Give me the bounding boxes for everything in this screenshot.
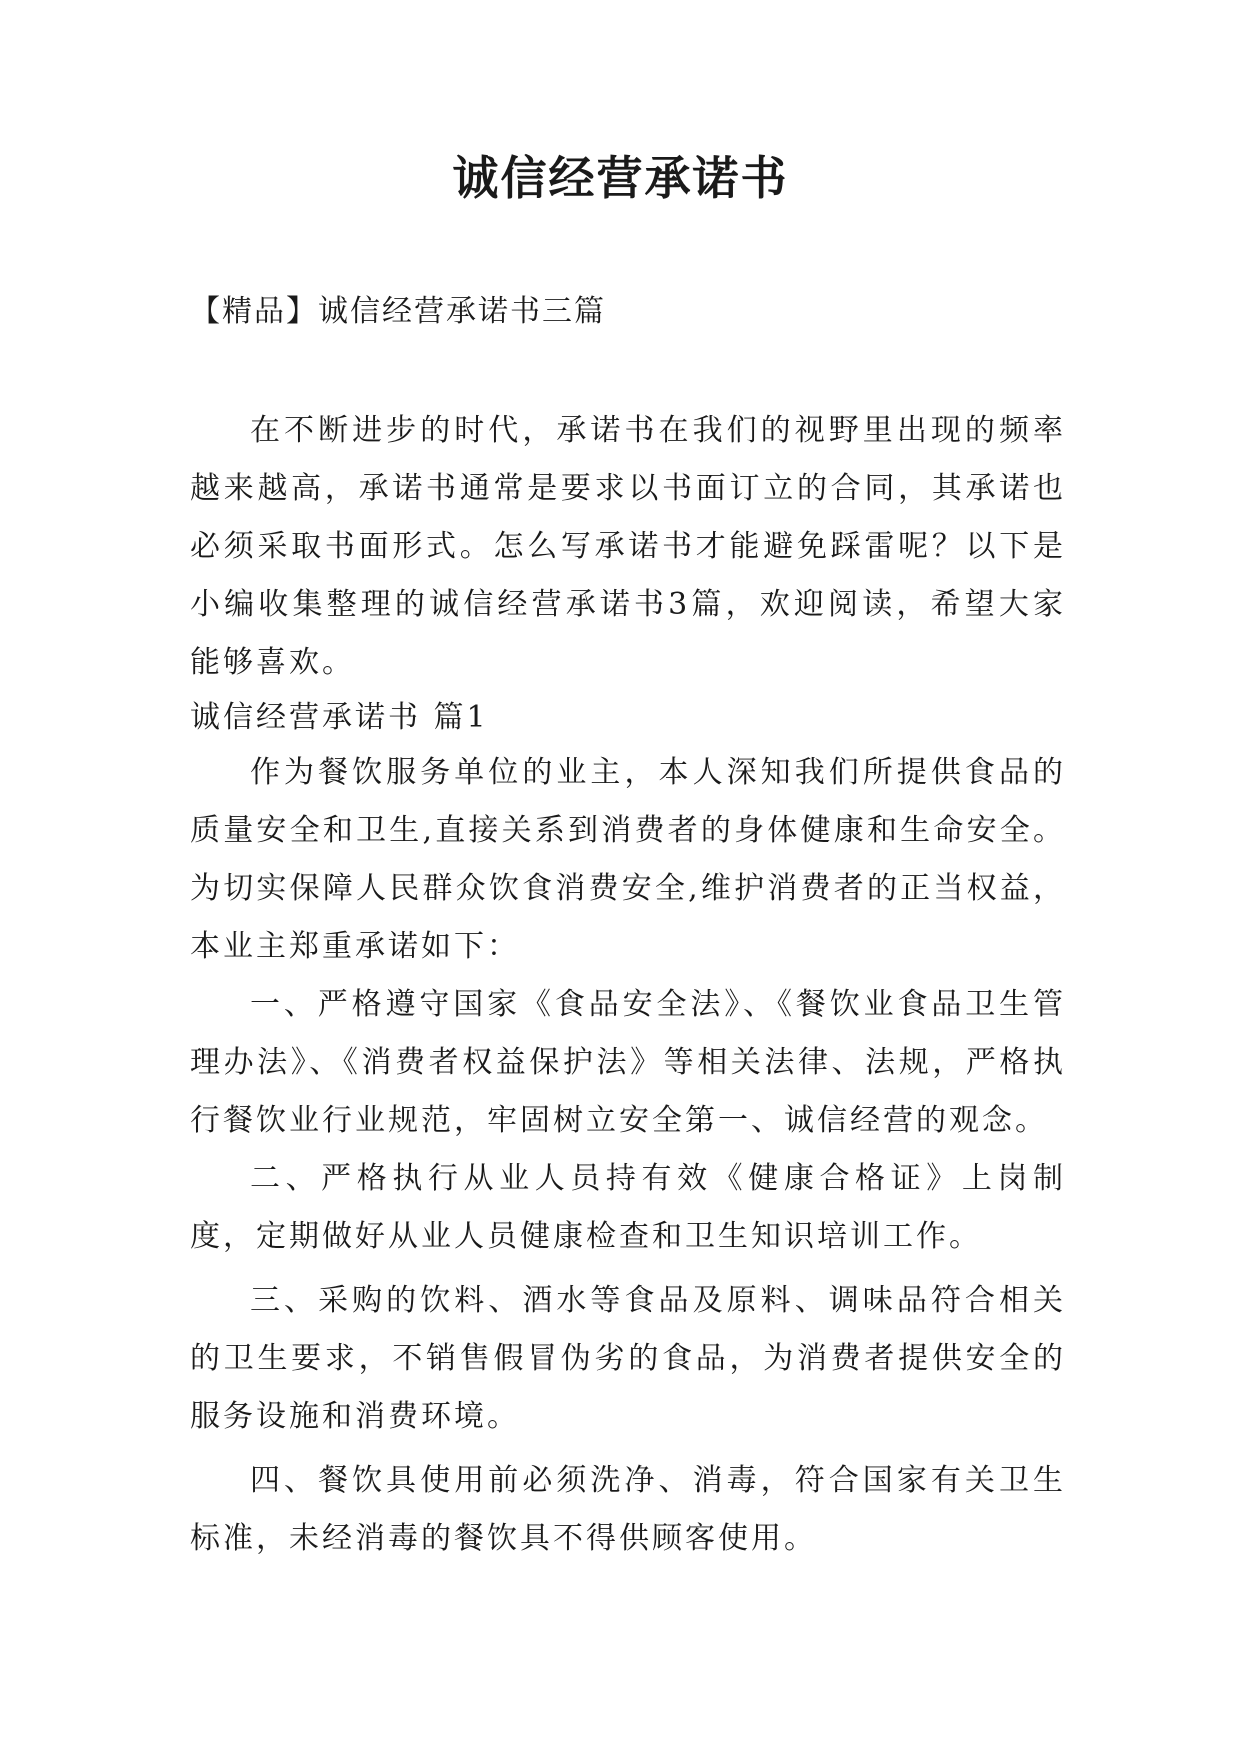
section-heading: 诚信经营承诺书 篇1 [190,700,489,735]
document-title: 诚信经营承诺书 [452,151,789,205]
body-paragraph: 一、严格遵守国家《食品安全法》、《餐饮业食品卫生管理办法》、《消费者权益保护法》等相关法律、法规，严格执行餐饮业行业规范，牢固树立安全第一、诚信经营的观念。 [190,987,1066,1138]
body-paragraph: 作为餐饮服务单位的业主，本人深知我们所提供食品的质量安全和卫生,直接关系到消费者的身体健康和生命安全。为切实保障人民群众饮食消费安全,维护消费者的正当权益，本业主郑重承诺如下： [190,755,1066,964]
document-subtitle: 【精品】诚信经营承诺书三篇 [190,294,606,329]
document-body [190,402,1066,1568]
body-paragraph: 二、严格执行从业人员持有效《健康合格证》上岗制度，定期做好从业人员健康检查和卫生知识培训工作。 [190,1161,1066,1254]
intro-paragraph: 在不断进步的时代，承诺书在我们的视野里出现的频率越来越高，承诺书通常是要求以书面订立的合同，其承诺也必须采取书面形式。怎么写承诺书才能避免踩雷呢？以下是小编收集整理的诚信经营承诺书3篇，欢迎阅读，希望大家能够喜欢。 [190,413,1066,680]
body-paragraph: 四、餐饮具使用前必须洗净、消毒，符合国家有关卫生标准，未经消毒的餐饮具不得供顾客使用。 [190,1463,1066,1556]
body-paragraph: 三、采购的饮料、酒水等食品及原料、调味品符合相关的卫生要求，不销售假冒伪劣的食品，为消费者提供安全的服务设施和消费环境。 [190,1283,1066,1434]
